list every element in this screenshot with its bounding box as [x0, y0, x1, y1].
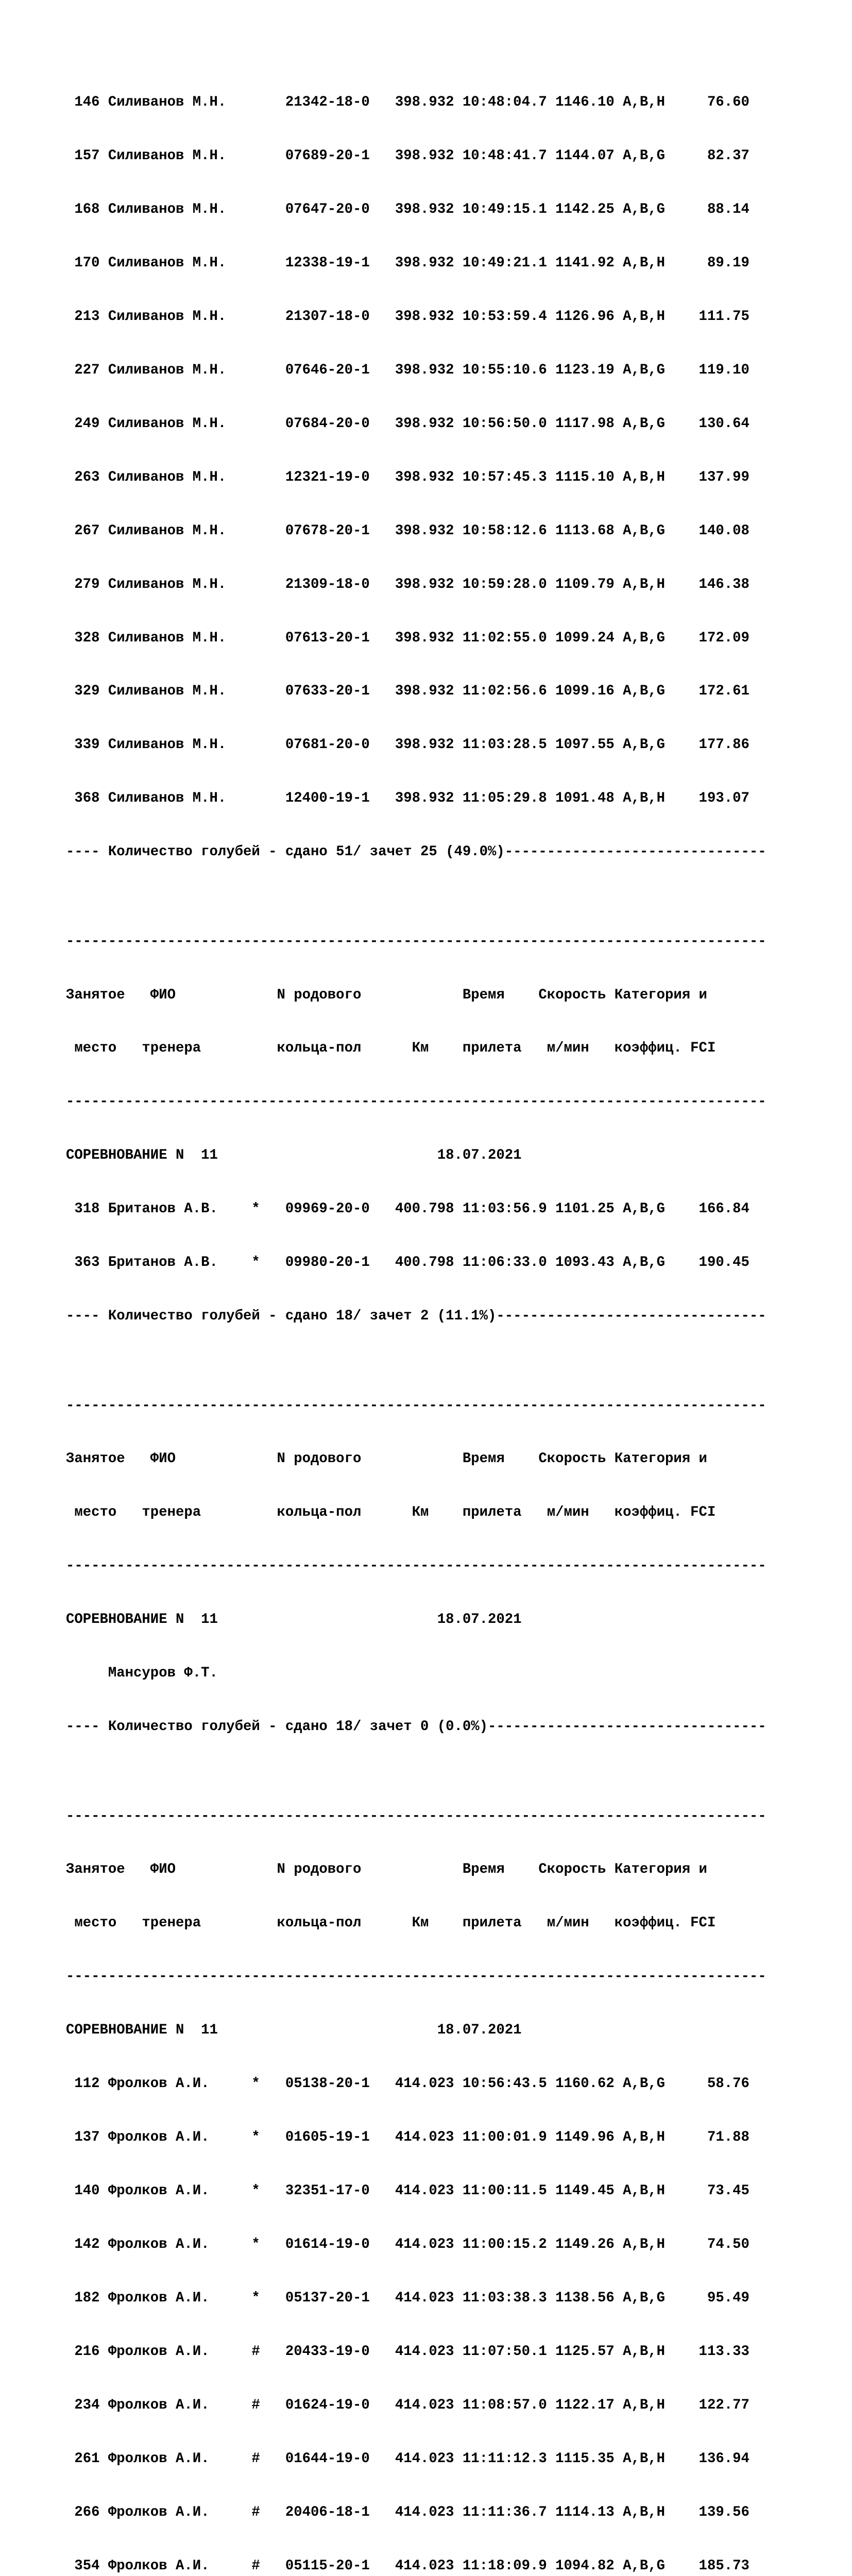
competition-title: СОРЕВНОВАНИЕ N 11 18.07.2021 — [66, 2022, 522, 2039]
result-row: 329 Силиванов М.Н. 07633-20-1 398.932 11:02:56.6 1099.16 A,B,G 172.61 — [66, 683, 749, 700]
competition-title: СОРЕВНОВАНИЕ N 11 18.07.2021 — [66, 1612, 522, 1628]
rule-line: ----------------------------------------------------------------------------------- — [66, 1558, 766, 1574]
result-row: 140 Фролков А.И. * 32351-17-0 414.023 11:00:11.5 1149.45 A,B,H 73.45 — [66, 2183, 749, 2199]
result-row: 267 Силиванов М.Н. 07678-20-1 398.932 10:58:12.6 1113.68 A,B,G 140.08 — [66, 522, 749, 539]
result-row: 168 Силиванов М.Н. 07647-20-0 398.932 10:49:15.1 1142.25 A,B,G 88.14 — [66, 201, 749, 217]
column-header-line2: место тренера кольца-пол Км прилета м/мин коэффиц. FCI — [66, 1040, 716, 1057]
result-row: Мансуров Ф.Т. — [66, 1665, 218, 1682]
result-row: 261 Фролков А.И. # 01644-19-0 414.023 11:11:12.3 1115.35 A,B,H 136.94 — [66, 2450, 749, 2467]
result-row: 368 Силиванов М.Н. 12400-19-1 398.932 11:05:29.8 1091.48 A,B,H 193.07 — [66, 790, 749, 807]
result-row: 112 Фролков А.И. * 05138-20-1 414.023 10:56:43.5 1160.62 A,B,G 58.76 — [66, 2076, 749, 2092]
result-row: 279 Силиванов М.Н. 21309-18-0 398.932 10:59:28.0 1109.79 A,B,H 146.38 — [66, 576, 749, 592]
rule-line: ----------------------------------------------------------------------------------- — [66, 1094, 766, 1110]
column-header-line1: Занятое ФИО N родового Время Скорость Категория и — [66, 987, 707, 1003]
result-row: 328 Силиванов М.Н. 07613-20-1 398.932 11:02:55.0 1099.24 A,B,G 172.09 — [66, 630, 749, 646]
column-header-line2: место тренера кольца-пол Км прилета м/мин коэффиц. FCI — [66, 1504, 716, 1521]
rule-line: ----------------------------------------------------------------------------------- — [66, 1397, 766, 1414]
result-row: 249 Силиванов М.Н. 07684-20-0 398.932 10:56:50.0 1117.98 A,B,G 130.64 — [66, 415, 749, 432]
result-row: 142 Фролков А.И. * 01614-19-0 414.023 11:00:15.2 1149.26 A,B,H 74.50 — [66, 2236, 749, 2253]
column-header-line2: место тренера кольца-пол Км прилета м/мин коэффиц. FCI — [66, 1915, 716, 1931]
result-row: 146 Силиванов М.Н. 21342-18-0 398.932 10:48:04.7 1146.10 A,B,H 76.60 — [66, 94, 749, 110]
result-row: 182 Фролков А.И. * 05137-20-1 414.023 11:03:38.3 1138.56 A,B,G 95.49 — [66, 2290, 749, 2307]
section-summary: ---- Количество голубей - сдано 18/ зачет 2 (11.1%)-------------------------------- — [66, 1308, 766, 1325]
rule-line: ----------------------------------------------------------------------------------- — [66, 1808, 766, 1824]
result-row: 137 Фролков А.И. * 01605-19-1 414.023 11:00:01.9 1149.96 A,B,H 71.88 — [66, 2129, 749, 2146]
result-row: 213 Силиванов М.Н. 21307-18-0 398.932 10:53:59.4 1126.96 A,B,H 111.75 — [66, 308, 749, 325]
result-row: 266 Фролков А.И. # 20406-18-1 414.023 11:11:36.7 1114.13 A,B,H 139.56 — [66, 2504, 749, 2520]
column-header-line1: Занятое ФИО N родового Время Скорость Категория и — [66, 1451, 707, 1467]
result-row: 318 Британов А.В. * 09969-20-0 400.798 11:03:56.9 1101.25 A,B,G 166.84 — [66, 1201, 749, 1217]
section-summary: ---- Количество голубей - сдано 51/ зачет 25 (49.0%)------------------------------- — [66, 844, 766, 860]
result-row: 216 Фролков А.И. # 20433-19-0 414.023 11:07:50.1 1125.57 A,B,H 113.33 — [66, 2344, 749, 2360]
rule-line: ----------------------------------------------------------------------------------- — [66, 1969, 766, 1985]
result-row: 170 Силиванов М.Н. 12338-19-1 398.932 10:49:21.1 1141.92 A,B,H 89.19 — [66, 255, 749, 271]
column-header-line1: Занятое ФИО N родового Время Скорость Категория и — [66, 1861, 707, 1878]
section-summary: ---- Количество голубей - сдано 18/ зачет 0 (0.0%)--------------------------------- — [66, 1719, 766, 1735]
result-row: 339 Силиванов М.Н. 07681-20-0 398.932 11:03:28.5 1097.55 A,B,G 177.86 — [66, 737, 749, 753]
result-row: 227 Силиванов М.Н. 07646-20-1 398.932 10:55:10.6 1123.19 A,B,G 119.10 — [66, 362, 749, 378]
result-row: 354 Фролков А.И. # 05115-20-1 414.023 11:18:09.9 1094.82 A,B,G 185.73 — [66, 2557, 749, 2574]
competition-title: СОРЕВНОВАНИЕ N 11 18.07.2021 — [66, 1147, 522, 1164]
result-row: 263 Силиванов М.Н. 12321-19-0 398.932 10:57:45.3 1115.10 A,B,H 137.99 — [66, 469, 749, 485]
results-printout — [66, 40, 766, 2576]
result-row: 363 Британов А.В. * 09980-20-1 400.798 11:06:33.0 1093.43 A,B,G 190.45 — [66, 1255, 749, 1271]
result-row: 157 Силиванов М.Н. 07689-20-1 398.932 10:48:41.7 1144.07 A,B,G 82.37 — [66, 147, 749, 164]
result-row: 234 Фролков А.И. # 01624-19-0 414.023 11:08:57.0 1122.17 A,B,H 122.77 — [66, 2397, 749, 2413]
rule-line: ----------------------------------------------------------------------------------- — [66, 933, 766, 950]
